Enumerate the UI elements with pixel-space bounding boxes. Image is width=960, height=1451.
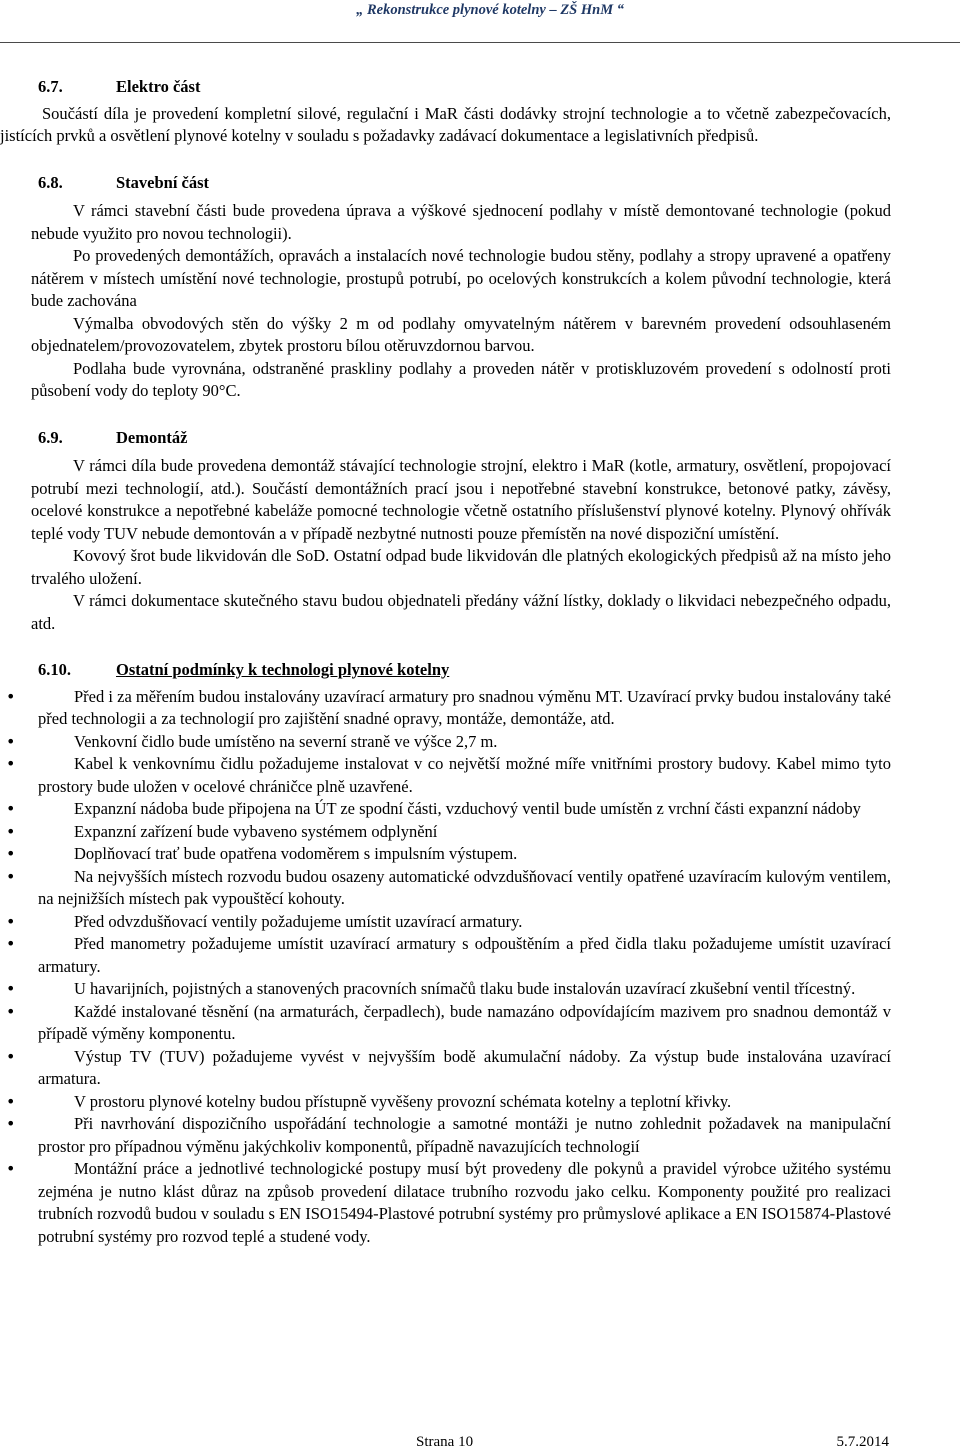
- section-number: 6.8.: [38, 172, 63, 192]
- section-title: Demontáž: [116, 427, 188, 447]
- requirements-list: [0, 686, 891, 1249]
- list-item: • Před manometry požadujeme umístit uzavírací armatury s odpouštěním a před čidla tlaku požadujeme umístit uzavírací armatury.: [38, 933, 891, 978]
- list-item: • Montážní práce a jednotlivé technologické postupy musí být provedeny dle pokynů a pravidel výrobce užitého systému zejména je nutno klást důraz na způsob provedení dilatace trubního rozvodu jako celku. Komponenty použité pro realizaci trubních rozvodů budou v souladu s EN ISO15494-Plastové potrubní systémy pro průmyslové aplikace a EN ISO15874-Plastové potrubní systémy pro rozvod teplé a studené vody.: [38, 1158, 891, 1248]
- paragraph: Podlaha bude vyrovnána, odstraněné praskliny podlahy a proveden nátěr v protiskluzovém provedení s odolností proti působení vody do teploty 90°C.: [31, 358, 891, 400]
- section-heading-6-8: [0, 172, 891, 195]
- paragraph: V rámci díla bude provedena demontáž stávající technologie strojní, elektro i MaR (kotle, armatury, osvětlení, propojovací potrubí mezi technologií, atd.). Součástí demontážních prací jsou i nepotřebné stavební konstrukce, betonové patky, závěsy, ocelové konstrukce a nepotřebné kabeláže pomocné technologie včetně ostatního příslušenství plynové kotelny. Plynový ohřívák teplé vody TUV nebude demontován a v případě nezbytné nutnosti pouze přemístěn na nové dispoziční umístění.: [31, 456, 891, 543]
- paragraph: Po provedených demontážích, opravách a instalacích nové technologie budou stěny, podlahy a stropy upravené a opatřeny nátěrem v místech umístění nové technologie, prostupů potrubí, po ocelových konstrukcích a kolem původní technologie, která bude zachována: [31, 246, 891, 310]
- list-item: • Každé instalované těsnění (na armaturách, čerpadlech), bude namazáno odpovídajícím mazivem pro snadnou demontáž v případě výměny komponentu.: [38, 1001, 891, 1046]
- list-item: • V prostoru plynové kotelny budou přístupně vyvěšeny provozní schémata kotelny a teplotní křivky.: [38, 1091, 891, 1114]
- list-item: • Expanzní zařízení bude vybaveno systémem odplynění: [38, 821, 891, 844]
- header-rule: [0, 42, 960, 43]
- list-item: • Při navrhování dispozičního uspořádání technologie a samotné montáži je nutno zohlednit požadavek na manipulační prostor pro případnou výměnu jakýchkoliv komponentů, případně navazujících technologií: [38, 1113, 891, 1158]
- list-item: • Před i za měřením budou instalovány uzavírací armatury pro snadnou výměnu MT. Uzavírací prvky budou instalovány také před technologii a za technologií pro zajištění snadné opravy, montáže, demontáže, atd.: [38, 686, 891, 731]
- section-title: Elektro část: [116, 77, 201, 96]
- list-item: • Na nejvyšších místech rozvodu budou osazeny automatické odvzdušňovací ventily opatřené uzavíracím kulovým ventilem, na nejnižších místech pak vypouštěcí kohouty.: [38, 866, 891, 911]
- paragraph: Výmalba obvodových stěn do výšky 2 m od podlahy omyvatelným nátěrem v barevném provedení odsouhlaseném objednatelem/provozovatelem, zbytek prostoru bílou otěruvzdornou barvou.: [31, 313, 891, 355]
- section-title: Ostatní podmínky k technologi plynové kotelny: [116, 660, 450, 679]
- running-header: „ Rekonstrukce plynové kotelny – ZŠ HnM “: [356, 2, 624, 18]
- list-item: • Expanzní nádoba bude připojena na ÚT ze spodní části, vzduchový ventil bude umístěn z vrchní části expanzní nádoby: [38, 798, 891, 821]
- section-heading-6-9: [0, 427, 891, 450]
- paragraph: Kovový šrot bude likvidován dle SoD. Ostatní odpad bude likvidován dle platných ekologických předpisů až na místo jeho trvalého uložení.: [31, 546, 891, 588]
- paragraph: Součástí díla je provedení kompletní silové, regulační i MaR části dodávky strojní technologie a to včetně zabezpečovacích, jistících prvků a osvětlení plynové kotelny v souladu s požadavky zadávací dokumentace a legislativních předpisů.: [0, 103, 891, 145]
- section-title: Stavební část: [116, 172, 210, 192]
- list-item: • Před odvzdušňovací ventily požadujeme umístit uzavírací armatury.: [38, 911, 891, 934]
- list-item: • U havarijních, pojistných a stanovených pracovních snímačů tlaku bude instalován uzavírací zkušební ventil třícestný.: [38, 978, 891, 1001]
- list-item: • Venkovní čidlo bude umístěno na severní straně ve výšce 2,7 m.: [38, 731, 891, 754]
- paragraph: V rámci stavební části bude provedena úprava a výškové sjednocení podlahy v místě demontované technologie (pokud nebude využito pro novou technologii).: [31, 201, 891, 243]
- list-item: • Kabel k venkovnímu čidlu požadujeme instalovat v co největší možné míře vnitřními prostory budovy. Kabel mimo tyto prostory bude uložen v ocelové chráničce plně uzavřené.: [38, 753, 891, 798]
- list-item: • Doplňovací trať bude opatřena vodoměrem s impulsním výstupem.: [38, 843, 891, 866]
- footer-date: 5.7.2014: [836, 1434, 889, 1450]
- section-number: 6.9.: [38, 427, 63, 447]
- section-number: 6.7.: [38, 77, 63, 96]
- section-number: 6.10.: [38, 660, 71, 679]
- page-number: Strana 10: [416, 1434, 474, 1450]
- section-heading-6-10: [0, 659, 891, 682]
- list-item: • Výstup TV (TUV) požadujeme vyvést v nejvyšším bodě akumulační nádoby. Za výstup bude instalována uzavírací armatura.: [38, 1046, 891, 1091]
- document-body: [0, 76, 891, 1248]
- paragraph: V rámci dokumentace skutečného stavu budou objednateli předány vážní lístky, doklady o likvidaci nebezpečného odpadu, atd.: [31, 591, 891, 633]
- section-heading-6-7: [0, 76, 891, 99]
